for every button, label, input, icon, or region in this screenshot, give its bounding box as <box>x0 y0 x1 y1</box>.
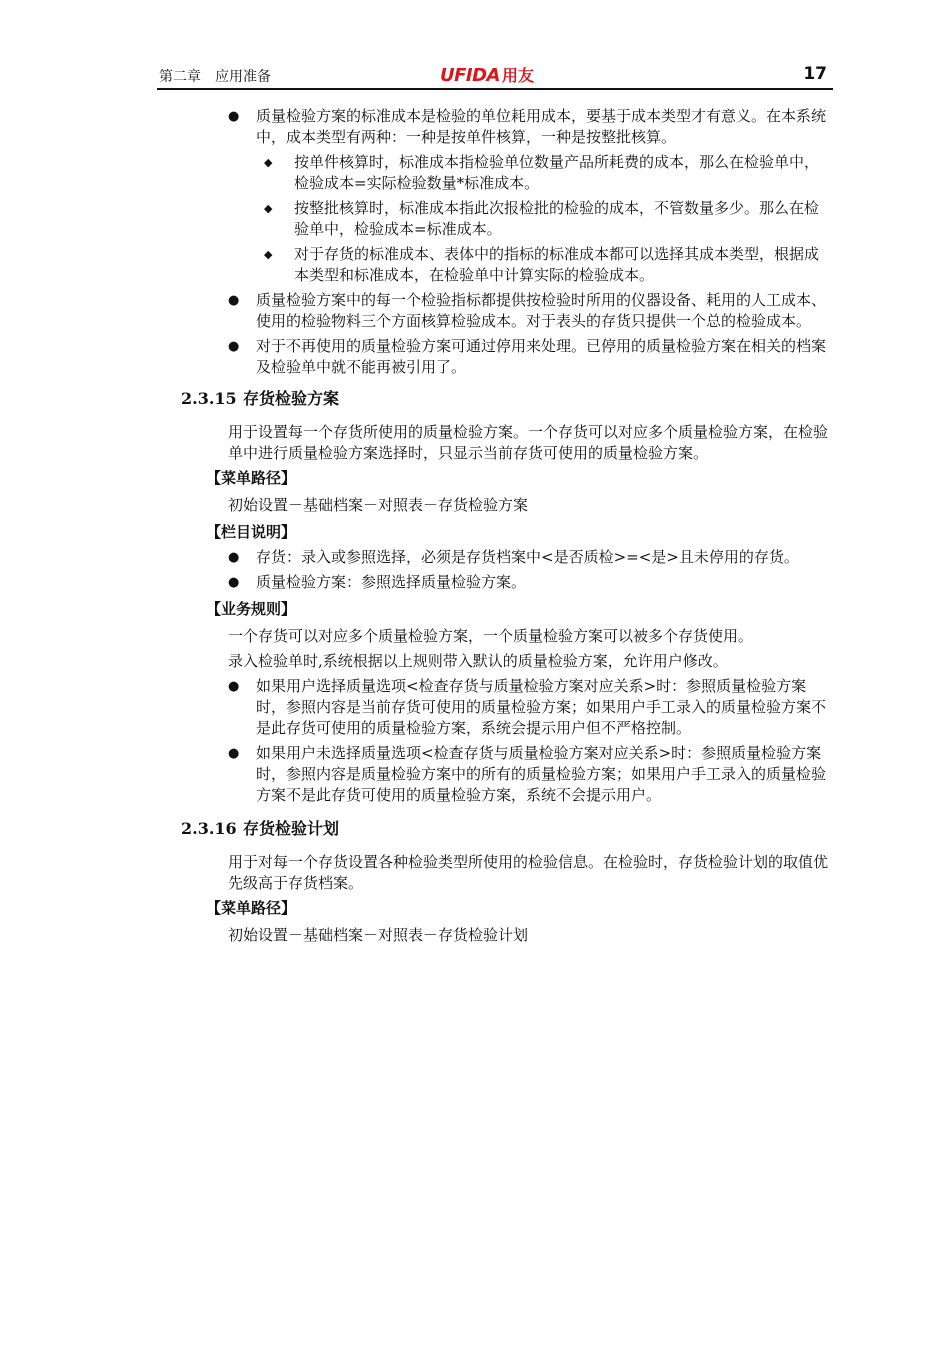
rule-bullet-unchecked: ● 如果用户未选择质量选项<检查存货与质量检验方案对应关系>时：参照质量检验方案时，参照内容是质量检验方案中的所有的质量检验方案；如果用户手工录入的质量检验方案不是此存货可使用的质量检验方案，系统不会提示用户。 <box>256 743 833 806</box>
section-title: 存货检验方案 <box>243 389 340 408</box>
rule-paragraph-2: 录入检验单时,系统根据以上规则带入默认的质量检验方案，允许用户修改。 <box>228 652 728 670</box>
rule-bullet-checked: ● 如果用户选择质量选项<检查存货与质量检验方案对应关系>时：参照质量检验方案时，参照内容是当前存货可使用的质量检验方案；如果用户手工录入的质量检验方案不是此存货可使用的质量检验方案，系统会提示用户但不严格控制。 <box>256 676 833 739</box>
logo-text-cn: 用友 <box>501 66 534 85</box>
sub-bullet-per-batch: ◆ 按整批核算时，标准成本指此次报检批的检验的成本，不管数量多少。那么在检验单中，检验成本=标准成本。 <box>294 198 833 240</box>
section-2315-intro: 用于设置每一个存货所使用的质量检验方案。一个存货可以对应多个质量检验方案，在检验单中进行质量检验方案选择时，只显示当前存货可使用的质量检验方案。 <box>228 423 829 462</box>
section-heading-2315 <box>181 388 952 410</box>
section-heading-2316 <box>181 818 952 840</box>
section-number: 2.3.15 <box>181 389 237 408</box>
sub-bullet-cost-type: ◆ 对于存货的标准成本、表体中的指标的标准成本都可以选择其成本类型，根据成本类型和标准成本，在检验单中计算实际的检验成本。 <box>294 244 833 286</box>
sub-bullet-per-unit: ◆ 按单件核算时，标准成本指检验单位数量产品所耗费的成本，那么在检验单中，检验成本=实际检验数量*标准成本。 <box>294 152 833 194</box>
page-body <box>0 106 952 946</box>
menu-path-label: 【菜单路径】 <box>206 899 297 917</box>
menu-path-label: 【菜单路径】 <box>206 469 297 487</box>
section-number: 2.3.16 <box>181 819 237 838</box>
section-title: 存货检验计划 <box>243 819 340 838</box>
menu-path-text: 初始设置－基础档案－对照表－存货检验计划 <box>228 926 529 944</box>
rule-paragraph-1: 一个存货可以对应多个质量检验方案，一个质量检验方案可以被多个存货使用。 <box>228 627 754 645</box>
chapter-title: 第二章 应用准备 <box>159 69 271 85</box>
business-rules-label: 【业务规则】 <box>206 600 297 618</box>
field-inventory: ● 存货：录入或参照选择，必须是存货档案中<是否质检>=<是>且未停用的存货。 <box>256 547 833 568</box>
menu-path-text: 初始设置－基础档案－对照表－存货检验方案 <box>228 496 529 514</box>
logo-text-en: UFIDA <box>440 65 500 86</box>
bullet-disable-scheme: ● 对于不再使用的质量检验方案可通过停用来处理。已停用的质量检验方案在相关的档案及检验单中就不能再被引用了。 <box>256 336 833 378</box>
page-header <box>157 62 833 90</box>
ufida-logo <box>440 63 534 86</box>
bullet-standard-cost: ● 质量检验方案的标准成本是检验的单位耗用成本，要基于成本类型才有意义。在本系统中，成本类型有两种：一种是按单件核算，一种是按整批核算。 <box>256 106 833 148</box>
field-quality-scheme: ● 质量检验方案：参照选择质量检验方案。 <box>256 572 833 593</box>
section-2316-intro: 用于对每一个存货设置各种检验类型所使用的检验信息。在检验时，存货检验计划的取值优先级高于存货档案。 <box>228 853 829 892</box>
page-number: 17 <box>803 64 827 84</box>
bullet-indicator-cost: ● 质量检验方案中的每一个检验指标都提供按检验时所用的仪器设备、耗用的人工成本、使用的检验物料三个方面核算检验成本。对于表头的存货只提供一个总的检验成本。 <box>256 290 833 332</box>
field-description-label: 【栏目说明】 <box>206 523 297 541</box>
